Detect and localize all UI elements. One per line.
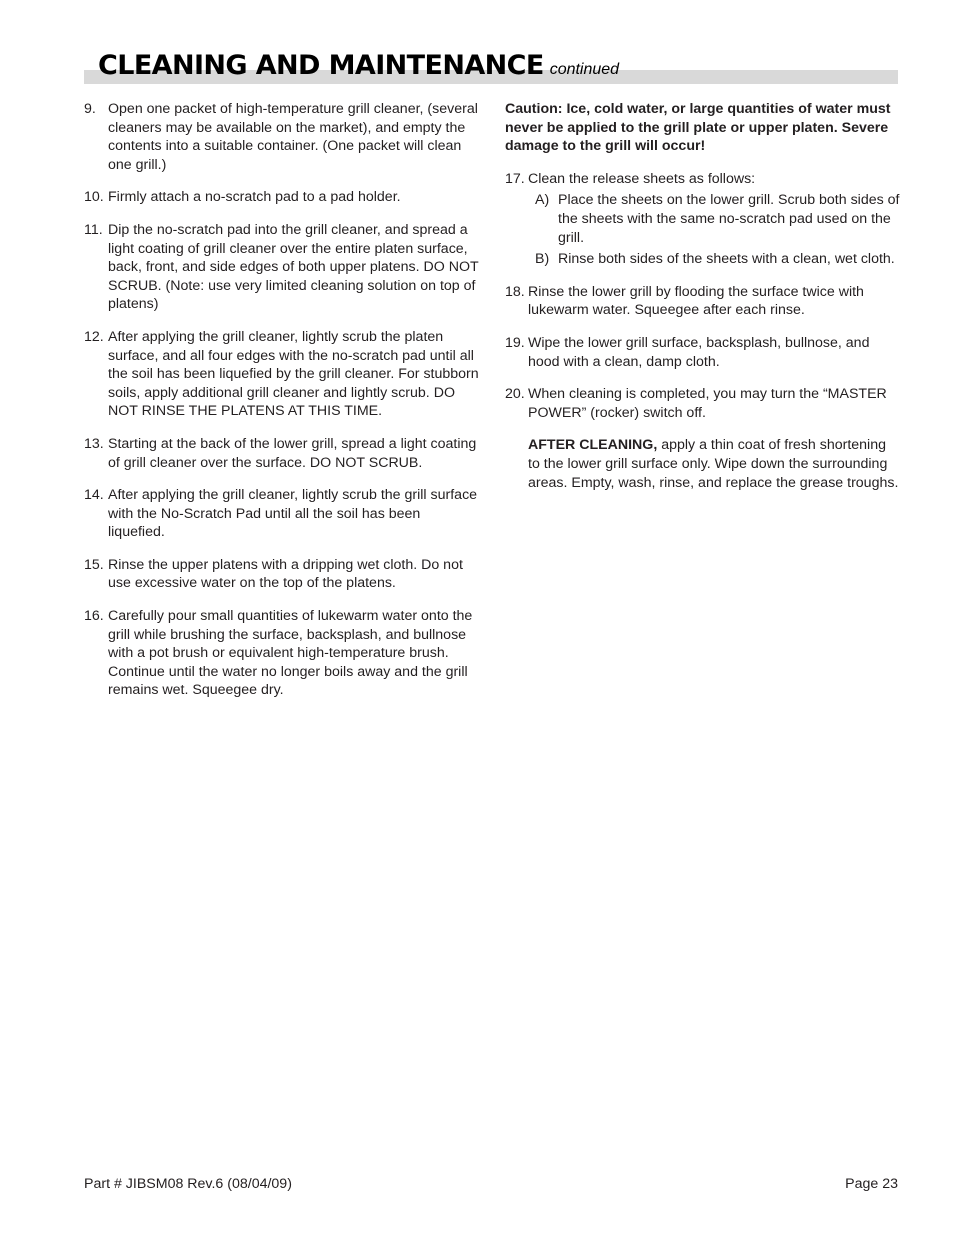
step-number: 19. [505,334,525,351]
step-text: Rinse the lower grill by flooding the surface twice with lukewarm water. Squeegee after each rinse. [528,283,864,319]
substep-b [505,250,901,269]
after-cleaning-note [505,436,901,492]
step-text: Clean the release sheets as follows: [528,170,756,187]
step-14 [84,486,480,542]
step-10 [84,188,480,207]
left-column [84,100,480,714]
step-number: 9. [84,101,96,117]
step-number: 13. [84,435,104,452]
step-20 [505,385,901,422]
step-9 [84,100,480,174]
footer-page-number: Page 23 [845,1176,898,1192]
step-text: Rinse the upper platens with a dripping wet cloth. Do not use excessive water on the top of the platens. [108,556,463,592]
caution-note: Caution: Ice, cold water, or large quantities of water must never be applied to the grill plate or upper platen. Severe damage to the grill will occur! [505,101,891,155]
step-text: Dip the no-scratch pad into the grill cleaner, and spread a light coating of grill cleaner over the entire platen surface, back, front, and side edges of both upper platens. DO NOT SCRUB. (Note: use very limited cleaning solution on top of platens) [108,221,479,313]
step-number: 10. [84,189,104,206]
substep-text: Place the sheets on the lower grill. Scrub both sides of the sheets with the same no-scratch pad used on the grill. [558,192,900,246]
step-12 [84,328,480,421]
step-number: 18. [505,283,525,300]
step-15 [84,556,480,593]
step-text: Carefully pour small quantities of lukewarm water onto the grill while brushing the surface, backsplash, and bullnose with a pot brush or equivalent high-temperature brush. Continue until the water no longer boils away and the grill remains wet. Squeegee dry. [108,608,473,699]
substep-a [505,191,901,247]
substep-letter: B) [535,251,550,268]
section-header [84,50,898,84]
step-text: Wipe the lower grill surface, backsplash, bullnose, and hood with a clean, damp cloth. [528,334,870,370]
substep-text: Rinse both sides of the sheets with a clean, wet cloth. [558,251,895,268]
step-number: 20. [505,386,525,403]
step-number: 14. [84,487,104,504]
step-text: Firmly attach a no-scratch pad to a pad holder. [108,189,401,206]
after-cleaning-text: apply a thin coat of fresh shortening to the lower grill surface only. Wipe down the surrounding areas. Empty, wash, rinse, and replace the grease troughs. [528,437,899,491]
right-column [505,100,901,492]
step-number: 11. [84,221,103,238]
step-13 [84,435,480,472]
step-text: Starting at the back of the lower grill, spread a light coating of grill cleaner over the surface. DO NOT SCRUB. [108,435,477,471]
step-text: Open one packet of high-temperature grill cleaner, (several cleaners may be available on the market), and empty the contents into a suitable container. (One packet will clean one grill.) [108,101,478,173]
step-number: 17. [505,170,525,187]
step-text: After applying the grill cleaner, lightly scrub the platen surface, and all four edges with the no-scratch pad until all the soil has been liquefied by the grill cleaner. For stubborn soils, apply additional grill cleaner and lightly scrub. DO NOT RINSE THE PLATENS AT THIS TIME. [108,328,479,420]
step-number: 15. [84,556,104,573]
step-text: When cleaning is completed, you may turn the “MASTER POWER” (rocker) switch off. [528,386,887,421]
step-number: 16. [84,608,104,625]
step-16 [84,607,480,700]
step-text: After applying the grill cleaner, lightly scrub the grill surface with the No-Scratch Pad until all the soil has been liquefied. [108,487,478,541]
step-18 [505,283,901,320]
after-cleaning-label: AFTER CLEANING, [528,437,658,454]
step-number: 12. [84,328,104,345]
page-subtitle: continued [549,61,620,78]
page-title: CLEANING AND MAINTENANCE [98,50,544,81]
header-text [98,50,619,81]
substep-letter: A) [535,192,550,209]
step-19 [505,334,901,371]
footer-part-number: Part # JIBSM08 Rev.6 (08/04/09) [84,1176,292,1192]
step-11 [84,221,480,314]
step-17 [505,170,901,189]
